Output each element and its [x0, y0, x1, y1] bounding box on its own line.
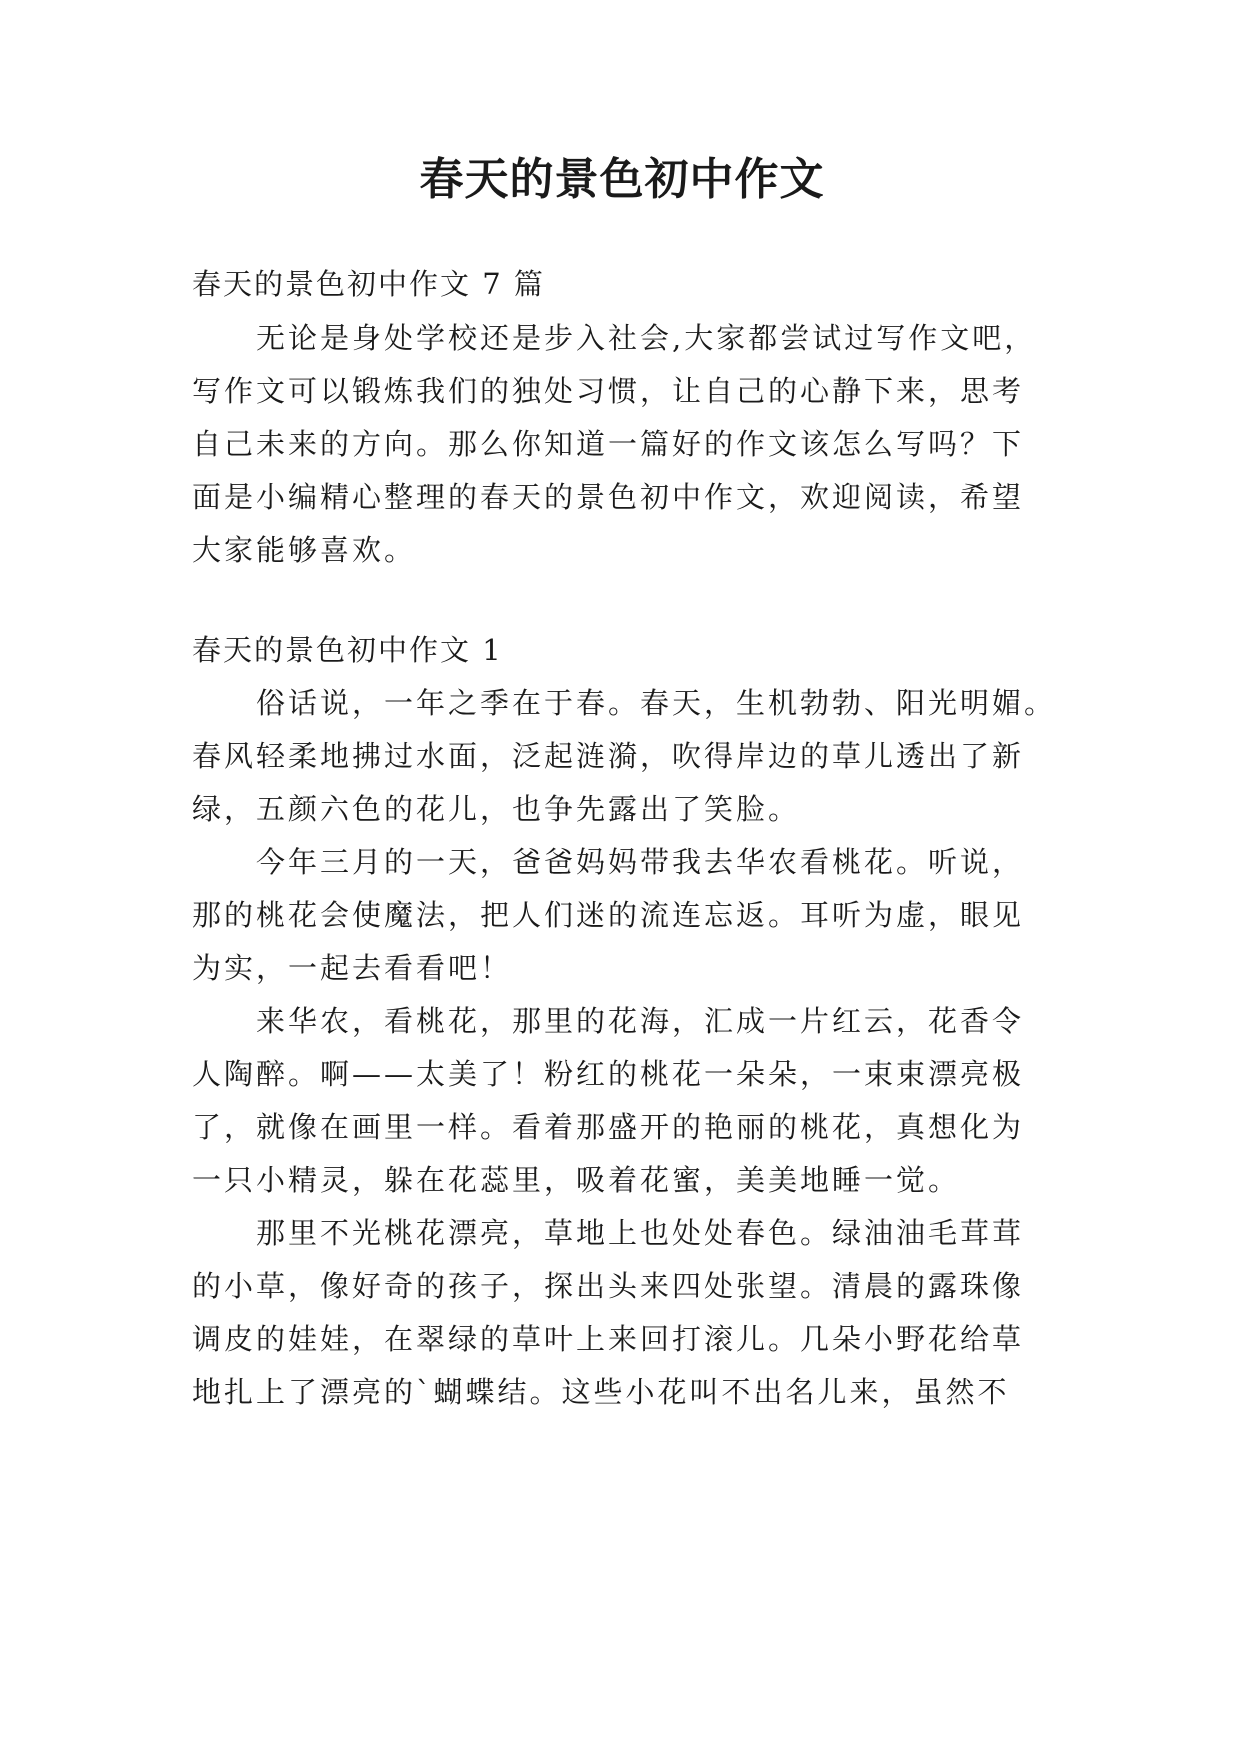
essay-line: 为实，一起去看看吧！ [192, 951, 513, 985]
essay-line: 那的桃花会使魔法，把人们迷的流连忘返。耳听为虚，眼见 [192, 898, 1025, 932]
essay-line: 今年三月的一天，爸爸妈妈带我去华农看桃花。听说， [256, 845, 1025, 879]
section-heading-collection: 春天的景色初中作文 7 篇 [192, 267, 545, 301]
essay-line: 春风轻柔地拂过水面，泛起涟漪，吹得岸边的草儿透出了新 [192, 739, 1025, 773]
essay-line: 人陶醉。啊——太美了！粉红的桃花一朵朵，一束束漂亮极 [192, 1057, 1025, 1091]
essay-line: 绿，五颜六色的花儿，也争先露出了笑脸。 [192, 792, 801, 826]
intro-line: 无论是身处学校还是步入社会,大家都尝试过写作文吧， [256, 321, 1037, 355]
intro-line: 面是小编精心整理的春天的景色初中作文，欢迎阅读，希望 [192, 480, 1025, 514]
essay-line: 那里不光桃花漂亮，草地上也处处春色。绿油油毛茸茸 [256, 1216, 1025, 1250]
essay-line: 一只小精灵，躲在花蕊里，吸着花蜜，美美地睡一觉。 [192, 1163, 961, 1197]
intro-line: 大家能够喜欢。 [192, 533, 417, 567]
intro-line: 写作文可以锻炼我们的独处习惯，让自己的心静下来，思考 [192, 374, 1025, 408]
section-heading-essay-1: 春天的景色初中作文 1 [192, 633, 503, 667]
essay-line: 调皮的娃娃，在翠绿的草叶上来回打滚儿。几朵小野花给草 [192, 1322, 1025, 1356]
essay-line: 地扎上了漂亮的`蝴蝶结。这些小花叫不出名儿来，虽然不 [192, 1375, 1010, 1409]
essay-line: 的小草，像好奇的孩子，探出头来四处张望。清晨的露珠像 [192, 1269, 1025, 1303]
document-title: 春天的景色初中作文 [419, 154, 825, 205]
essay-line: 来华农，看桃花，那里的花海，汇成一片红云，花香令 [256, 1004, 1025, 1038]
intro-line: 自己未来的方向。那么你知道一篇好的作文该怎么写吗？下 [192, 427, 1025, 461]
essay-line: 俗话说，一年之季在于春。春天，生机勃勃、阳光明媚。 [256, 686, 1057, 720]
essay-line: 了，就像在画里一样。看着那盛开的艳丽的桃花，真想化为 [192, 1110, 1025, 1144]
